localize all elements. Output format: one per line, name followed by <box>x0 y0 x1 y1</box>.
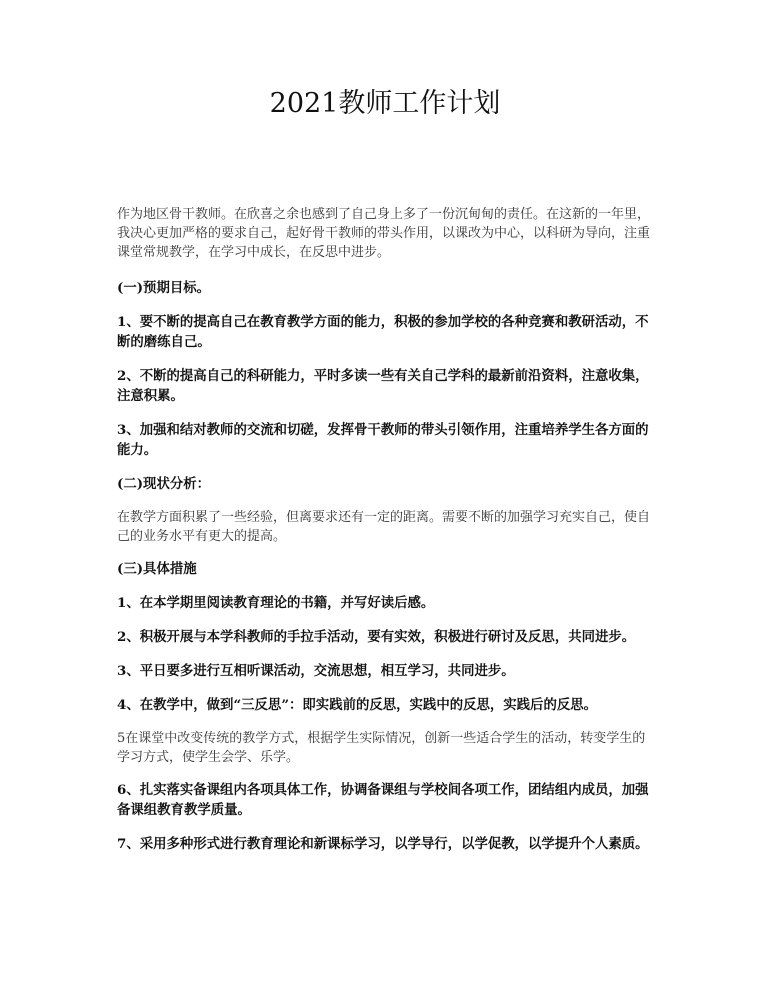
measure-item-7: 7、采用多种形式进行教育理论和新课标学习，以学导行，以学促教，以学提升个人素质。 <box>117 836 649 852</box>
measure-item-2: 2、积极开展与本学科教师的手拉手活动，要有实效，积极进行研讨及反思，共同进步。 <box>117 629 636 645</box>
measure-item-4: 4、在教学中，做到“三反思”：即实践前的反思，实践中的反思，实践后的反思。 <box>117 697 598 713</box>
section-heading-measures: (三)具体措施 <box>117 561 197 577</box>
document-title: 2021教师工作计划 <box>269 88 501 119</box>
measure-item-6: 6、扎实落实备课组内各项具体工作，协调备课组与学校间各项工作，团结组内成员，加强备课组教育教学质量。 <box>117 782 649 818</box>
measure-item-5: 5在课堂中改变传统的教学方式，根据学生实际情况，创新一些适合学生的活动，转变学生的学习方式，使学生会学、乐学。 <box>117 731 646 765</box>
goal-item-3: 3、加强和结对教师的交流和切磋，发挥骨干教师的带头引领作用，注重培养学生各方面的能力。 <box>117 422 649 458</box>
document-body <box>117 205 657 868</box>
status-paragraph: 在教学方面积累了一些经验，但离要求还有一定的距离。需要不断的加强学习充实自己，使自己的业务水平有更大的提高。 <box>117 510 651 544</box>
goal-item-1: 1、要不断的提高自己在教育教学方面的能力，积极的参加学校的各种竞赛和教研活动，不断的磨练自己。 <box>117 314 649 350</box>
section-heading-goals: (一)预期目标。 <box>117 280 211 296</box>
measure-item-3: 3、平日要多进行互相听课活动，交流思想，相互学习，共同进步。 <box>117 663 515 679</box>
intro-paragraph: 作为地区骨干教师。在欣喜之余也感到了自己身上多了一份沉甸甸的责任。在这新的一年里，我决心更加严格的要求自己，起好骨干教师的带头作用，以课改为中心，以科研为导向，注重课堂常规教学，在学习中成长，在反思中进步。 <box>117 207 651 260</box>
section-heading-status: (二)现状分析： <box>117 476 211 492</box>
measure-item-1: 1、在本学期里阅读教育理论的书籍，并写好读后感。 <box>117 595 435 611</box>
goal-item-2: 2、不断的提高自己的科研能力，平时多读一些有关自己学科的最新前沿资料，注意收集，注意积累。 <box>117 368 649 404</box>
